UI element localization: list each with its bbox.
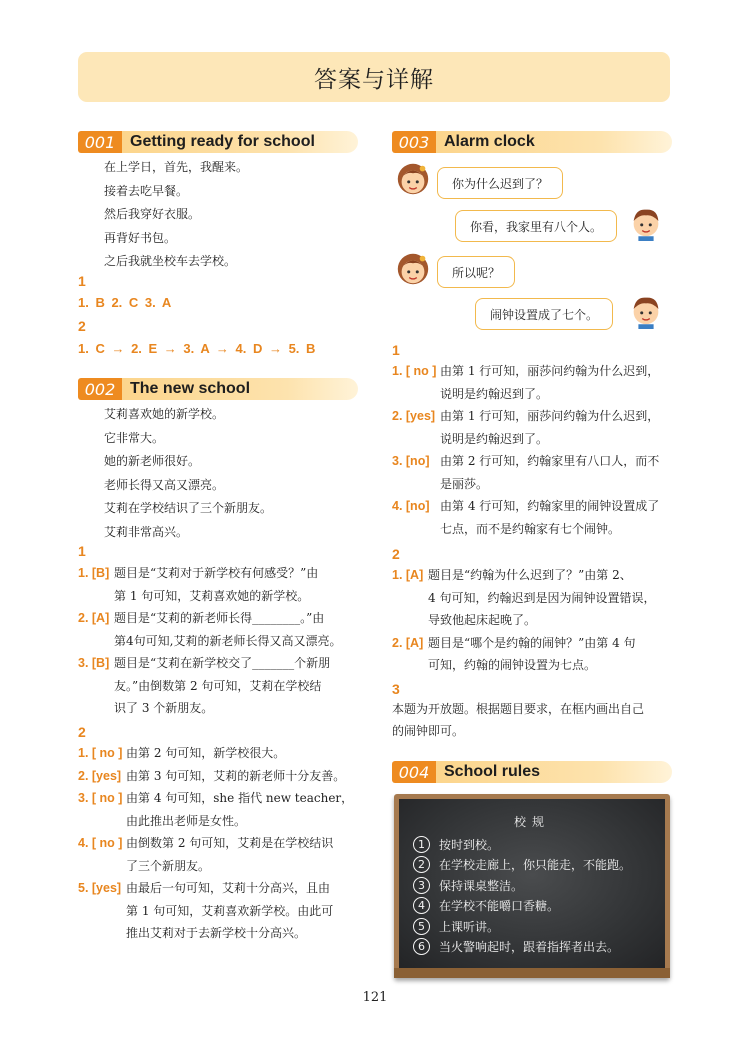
answer-line: 1. B 2. C 3. A — [78, 295, 172, 310]
answer-text: 推出艾莉对于去新学校十分高兴。 — [126, 926, 307, 940]
section-number: 002 — [78, 378, 122, 400]
answer-list — [78, 562, 368, 720]
answer-item — [78, 742, 368, 765]
story-001 — [104, 156, 248, 274]
answer-label: 1. [ no ] — [392, 364, 437, 378]
answer-text: 题目是“艾莉在新学校交了_______个新朋 — [114, 656, 331, 670]
girl-avatar-icon — [394, 160, 432, 198]
note-line: 本题为开放题。根据题目要求，在框内画出自己 — [392, 702, 645, 716]
story-line: 再背好书包。 — [104, 230, 177, 245]
answer-text: 由第 3 句可知，艾莉的新老师十分友善。 — [126, 768, 346, 783]
answer-text: 4 句可知，约翰迟到是因为闹钟设置错误， — [428, 590, 656, 605]
rule-number: 2 — [413, 856, 430, 873]
rule-number: 4 — [413, 897, 430, 914]
answer-item — [392, 632, 682, 677]
rule-number: 5 — [413, 918, 430, 935]
answer-label: 2. [yes] — [392, 409, 436, 423]
question-label: 2 — [78, 318, 86, 334]
question-label: 1 — [78, 543, 86, 559]
rule-item — [413, 855, 631, 876]
rule-text: 当火警响起时，跟着指挥者出去。 — [439, 940, 620, 955]
answer-text: 由第 1 行可知，丽莎问约翰为什么迟到， — [440, 364, 660, 378]
answer-item — [78, 652, 368, 720]
rule-text: 按时到校。 — [439, 837, 500, 852]
answer-item — [78, 877, 368, 945]
story-line: 它非常大。 — [104, 430, 165, 445]
answer-text: 了三个新朋友。 — [126, 858, 211, 873]
open-question-note — [392, 698, 644, 742]
rule-item — [413, 916, 631, 937]
answer-text: 识了 3 个新朋友。 — [114, 701, 214, 715]
section-004-header — [392, 761, 672, 783]
answer-text: 由第 2 句可知，新学校很大。 — [126, 746, 286, 760]
answer-text: 由最后一句可知，艾莉十分高兴，且由 — [126, 881, 331, 895]
answer-item — [78, 765, 368, 788]
answer-text: 由第 2 行可知，约翰家里有八口人，而不 — [440, 454, 660, 468]
answer-label: 1. [A] — [392, 568, 424, 582]
answer-text: 第4句可知,艾莉的新老师长得又高又漂亮。 — [114, 633, 342, 648]
section-001-header — [78, 131, 358, 153]
answer-text: 第 1 句可知，艾莉喜欢新学校。由此可 — [126, 903, 334, 918]
answer-item — [78, 787, 368, 832]
question-label: 1 — [392, 342, 400, 358]
answer-label: 3. [ no ] — [78, 791, 123, 805]
answer-list — [392, 564, 682, 677]
speech-bubble: 你看，我家里有八个人。 — [455, 210, 617, 242]
answer-item — [392, 495, 682, 540]
story-line: 接着去吃早餐。 — [104, 183, 189, 198]
rules-list — [413, 834, 631, 957]
boy-avatar-icon — [627, 291, 665, 329]
speech-bubble: 你为什么迟到了？ — [437, 167, 563, 199]
section-title: The new school — [122, 378, 358, 400]
answer-text: 由第 4 句可知，she 指代 new teacher， — [126, 791, 354, 805]
question-label: 2 — [78, 724, 86, 740]
note-line: 的闹钟即可。 — [392, 724, 465, 738]
section-number: 003 — [392, 131, 436, 153]
answer-label: 3. [B] — [78, 656, 110, 670]
answer-label: 2. [A] — [392, 635, 424, 650]
answer-text: 是丽莎。 — [440, 476, 489, 491]
answer-text: 友。”由倒数第 2 句可知，艾莉在学校结 — [114, 678, 322, 693]
page-title: 答案与详解 — [314, 66, 434, 93]
rule-item — [413, 896, 631, 917]
answer-label: 3. [no] — [392, 454, 430, 468]
boy-avatar-icon — [627, 203, 665, 241]
answer-label: 5. [yes] — [78, 881, 122, 895]
story-line: 她的新老师很好。 — [104, 454, 201, 468]
chalk-tray — [394, 968, 670, 978]
rule-text: 在学校走廊上，你只能走，不能跑。 — [439, 858, 632, 873]
answer-item — [392, 405, 682, 450]
answer-text: 题目是“艾莉对于新学校有何感受？”由 — [114, 566, 319, 580]
answer-text: 七点，而不是约翰家有七个闹钟。 — [440, 521, 621, 536]
answer-text: 第 1 句可知，艾莉喜欢她的新学校。 — [114, 588, 310, 603]
question-label: 2 — [392, 546, 400, 562]
section-title: School rules — [436, 761, 672, 783]
story-line: 艾莉在学校结识了三个新朋友。 — [104, 501, 273, 515]
page-title-bar — [78, 52, 670, 102]
rule-number: 6 — [413, 938, 430, 955]
section-title: Getting ready for school — [122, 131, 358, 153]
story-line: 老师长得又高又漂亮。 — [104, 477, 225, 492]
rule-text: 保持课桌整洁。 — [439, 878, 524, 893]
girl-avatar-icon — [394, 250, 432, 288]
answer-text: 可知，约翰的闹钟设置为七点。 — [428, 658, 597, 672]
answer-text: 由倒数第 2 句可知，艾莉是在学校结识 — [126, 836, 334, 850]
speech-bubble: 所以呢？ — [437, 256, 515, 288]
speech-bubble: 闹钟设置成了七个。 — [475, 298, 613, 330]
story-line: 之后我就坐校车去学校。 — [104, 254, 237, 268]
answer-list — [78, 742, 368, 945]
rule-item — [413, 937, 631, 958]
section-003-header — [392, 131, 672, 153]
answer-text: 题目是“艾莉的新老师长得________。”由 — [114, 611, 325, 625]
story-line: 然后我穿好衣服。 — [104, 207, 201, 221]
answer-text: 题目是“约翰为什么迟到了？”由第 2、 — [428, 568, 632, 582]
answer-text: 由此推出老师是女性。 — [126, 813, 247, 828]
answer-label: 1. [B] — [78, 566, 110, 580]
story-002 — [104, 403, 272, 544]
answer-label: 2. [yes] — [78, 768, 122, 783]
question-label: 1 — [78, 273, 86, 289]
answer-line: 1. C → 2. E → 3. A → 4. D → 5. B — [78, 341, 316, 356]
section-number: 004 — [392, 761, 436, 783]
story-line: 艾莉非常高兴。 — [104, 524, 189, 539]
answer-item — [392, 360, 682, 405]
chalkboard — [394, 794, 670, 978]
answer-item — [392, 450, 682, 495]
page-number: 121 — [362, 990, 388, 1005]
rule-item — [413, 834, 631, 855]
section-number: 001 — [78, 131, 122, 153]
story-line: 在上学日，首先，我醒来。 — [104, 160, 249, 174]
rule-number: 1 — [413, 836, 430, 853]
answer-text: 题目是“哪个是约翰的闹钟？”由第 4 句 — [428, 635, 636, 650]
answer-label: 2. [A] — [78, 611, 110, 625]
rule-text: 在学校不能嚼口香糖。 — [439, 899, 560, 914]
answer-item — [392, 564, 682, 632]
answer-item — [78, 607, 368, 652]
answer-label: 1. [ no ] — [78, 746, 123, 760]
answer-text: 说明是约翰迟到了。 — [440, 431, 549, 446]
answer-text: 由第 1 行可知，丽莎问约翰为什么迟到， — [440, 409, 660, 423]
answer-text: 说明是约翰迟到了。 — [440, 386, 549, 401]
answer-label: 4. [ no ] — [78, 836, 123, 850]
question-label: 3 — [392, 681, 400, 697]
section-title: Alarm clock — [436, 131, 672, 153]
chalkboard-surface — [399, 799, 665, 968]
answer-text: 导致他起床起晚了。 — [428, 613, 537, 627]
rule-item — [413, 875, 631, 896]
answer-label: 4. [no] — [392, 499, 430, 513]
answer-text: 由第 4 行可知，约翰家里的闹钟设置成了 — [440, 499, 660, 513]
story-line: 艾莉喜欢她的新学校。 — [104, 407, 225, 421]
rule-number: 3 — [413, 877, 430, 894]
answer-item — [78, 562, 368, 607]
answer-item — [78, 832, 368, 877]
section-002-header — [78, 378, 358, 400]
answer-list — [392, 360, 682, 540]
rule-text: 上课听讲。 — [439, 919, 500, 934]
board-title: 校规 — [513, 815, 550, 829]
